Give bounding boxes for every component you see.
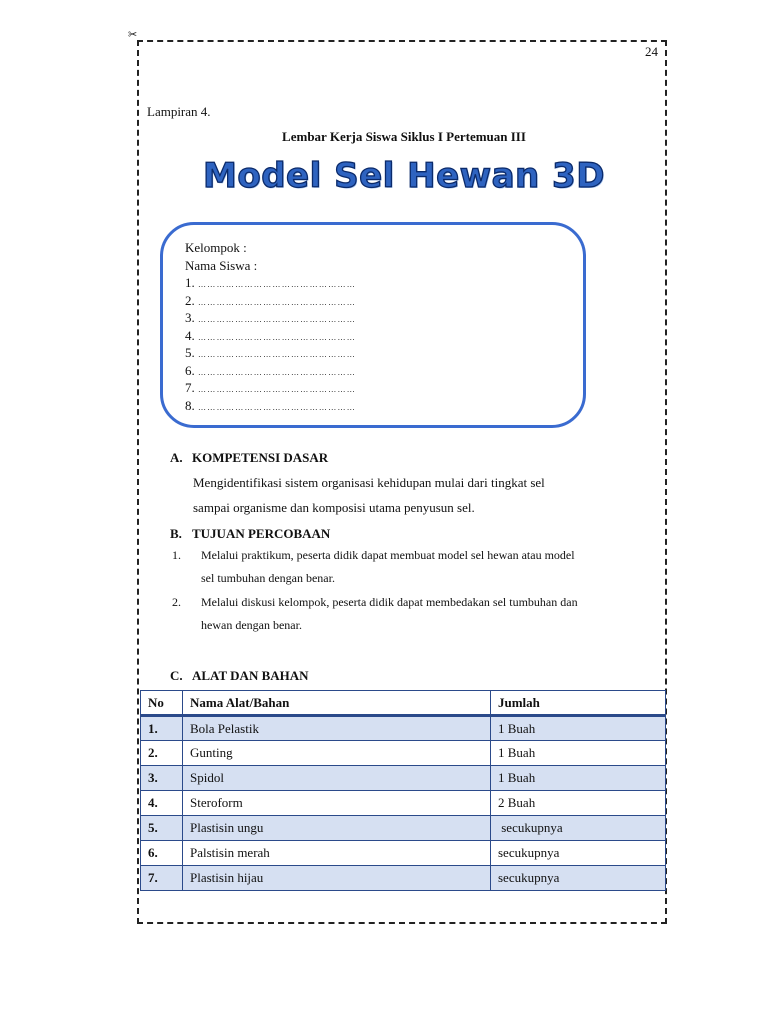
student-number: 3.: [185, 310, 195, 325]
cell-name: Plastisin ungu: [183, 816, 491, 841]
cell-quantity: secukupnya: [491, 866, 666, 891]
cell-no: 6.: [141, 841, 183, 866]
student-number: 8.: [185, 397, 195, 413]
cell-name: Gunting: [183, 741, 491, 766]
scissors-icon: ✂: [128, 29, 138, 41]
section-a-heading: [170, 450, 328, 466]
item-number: 2.: [172, 595, 181, 609]
appendix-label: Lampiran 4.: [147, 104, 211, 119]
section-title: ALAT DAN BAHAN: [192, 668, 309, 683]
student-number: 4.: [185, 327, 195, 343]
cell-no: 3.: [141, 766, 183, 791]
page-title: Model Sel Hewan 3D: [203, 156, 605, 196]
cell-no: 1.: [141, 716, 183, 741]
fill-in-dots: ……………………………………………: [198, 367, 357, 377]
fill-in-dots: ……………………………………………: [198, 332, 357, 342]
cell-no: 4.: [141, 791, 183, 816]
item-text: hewan dengan benar.: [201, 618, 302, 632]
table-row: [141, 866, 666, 891]
table-row: [141, 766, 666, 791]
cell-no: 2.: [141, 741, 183, 766]
student-line: [185, 379, 583, 397]
item-text: Melalui diskusi kelompok, peserta didik dapat membedakan sel tumbuhan dan: [201, 595, 578, 609]
identity-box: [160, 222, 586, 428]
student-number: 7.: [185, 380, 195, 395]
table-row: [141, 716, 666, 741]
cell-quantity: 2 Buah: [491, 791, 666, 816]
fill-in-dots: ……………………………………………: [198, 350, 357, 359]
section-title: TUJUAN PERCOBAAN: [192, 526, 331, 541]
fill-in-dots: ……………………………………………: [198, 402, 357, 412]
student-number: 6.: [185, 362, 195, 378]
cell-quantity: 1 Buah: [491, 716, 666, 741]
worksheet-subtitle: Lembar Kerja Siswa Siklus I Pertemuan III: [282, 129, 526, 144]
page-number: 24: [645, 44, 658, 59]
cell-no: 7.: [141, 866, 183, 891]
column-header-no: No: [141, 691, 183, 716]
table-row: [141, 816, 666, 841]
cell-quantity: secukupnya: [491, 841, 666, 866]
cell-name: Spidol: [183, 766, 491, 791]
cell-quantity: 1 Buah: [491, 741, 666, 766]
student-line: [185, 292, 583, 310]
item-text: Melalui praktikum, peserta didik dapat membuat model sel hewan atau model: [201, 548, 575, 562]
table-header-row: [141, 691, 666, 716]
student-line: [185, 397, 583, 415]
student-number: 2.: [185, 292, 195, 308]
section-b-heading: [170, 526, 330, 542]
student-line: [185, 327, 583, 345]
section-letter: A.: [170, 450, 183, 465]
cell-name: Steroform: [183, 791, 491, 816]
column-header-quantity: Jumlah: [491, 691, 666, 716]
student-number: 1.: [185, 275, 195, 290]
cell-quantity: 1 Buah: [491, 766, 666, 791]
kelompok-label: Kelompok :: [185, 240, 247, 255]
cell-name: Plastisin hijau: [183, 866, 491, 891]
student-number: 5.: [185, 345, 195, 360]
table-row: [141, 791, 666, 816]
student-line: [185, 344, 583, 362]
column-header-name: Nama Alat/Bahan: [183, 691, 491, 716]
section-a-text-line: sampai organisme dan komposisi utama penyusun sel.: [193, 500, 475, 515]
student-line: [185, 309, 583, 327]
cell-quantity: secukupnya: [491, 816, 666, 841]
section-c-heading: [170, 668, 309, 684]
fill-in-dots: ……………………………………………: [198, 385, 357, 394]
item-number: 1.: [172, 548, 181, 562]
item-text: sel tumbuhan dengan benar.: [201, 571, 335, 585]
cell-name: Bola Pelastik: [183, 716, 491, 741]
cell-name: Palstisin merah: [183, 841, 491, 866]
fill-in-dots: ……………………………………………: [198, 315, 357, 324]
section-letter: C.: [170, 668, 183, 683]
section-letter: B.: [170, 526, 182, 541]
section-a-text-line: Mengidentifikasi sistem organisasi kehidupan mulai dari tingkat sel: [193, 475, 545, 490]
student-line: [185, 274, 583, 292]
table-row: [141, 741, 666, 766]
section-title: KOMPETENSI DASAR: [192, 450, 329, 465]
materials-table: [140, 690, 666, 891]
student-line: [185, 362, 583, 380]
fill-in-dots: ……………………………………………: [198, 297, 357, 307]
fill-in-dots: ……………………………………………: [198, 280, 357, 289]
cell-no: 5.: [141, 816, 183, 841]
nama-siswa-label: Nama Siswa :: [185, 257, 258, 273]
table-row: [141, 841, 666, 866]
